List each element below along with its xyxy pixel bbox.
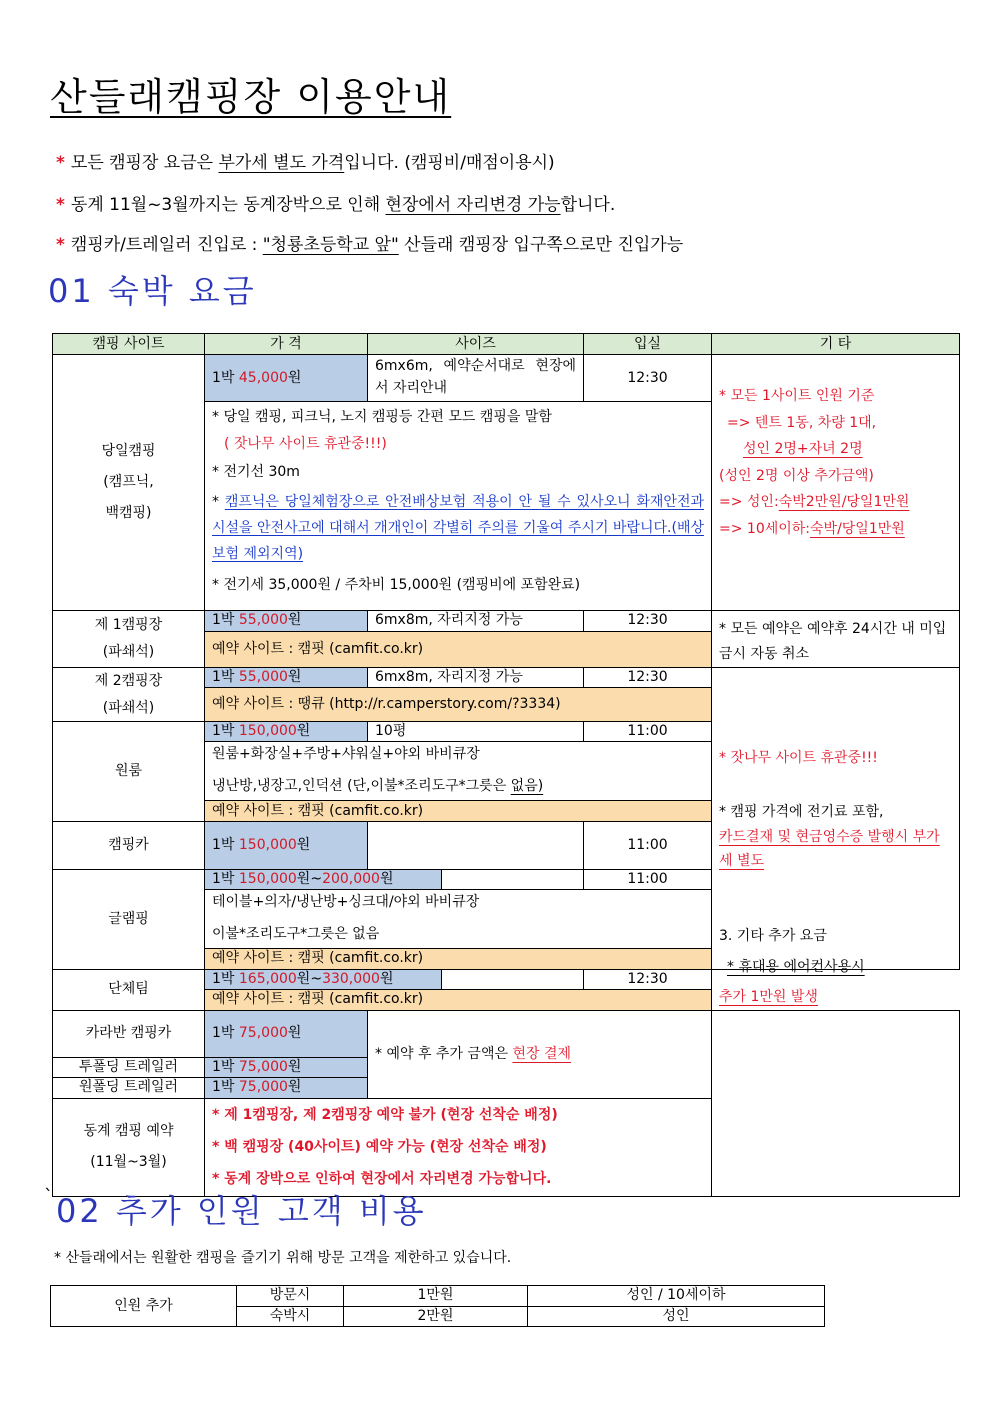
star-mark: * — [56, 195, 65, 215]
section-title-text: 02 추가 인원 고객 비용 — [56, 1192, 427, 1230]
reserve-cell: 예약 사이트 : 캠핏 (camfit.co.kr) — [205, 631, 712, 668]
price-unit: 원 — [287, 1058, 302, 1075]
winter-text: * 동계 장박으로 인하여 현장에서 자리변경 가능합니다. — [212, 1171, 552, 1188]
star-mark: * — [56, 235, 65, 255]
site-glamping: 글램핑 — [53, 870, 205, 970]
reserve-cell: 예약 사이트 : 땡큐 (http://r.camperstory.com/?3334) — [205, 688, 712, 722]
notice-emphasis: 부가세 별도 가격 — [218, 153, 345, 173]
site-camp1 — [53, 611, 205, 668]
table-row — [53, 611, 960, 632]
notice-text: 모든 캠핑장 요금은 — [70, 153, 219, 173]
site-label: 제 2캠핑장 — [94, 672, 163, 689]
site-label: (캠프닉, — [103, 474, 154, 491]
etc-text: => 텐트 1동, 차량 1대, — [727, 414, 877, 431]
etc-text: => 성인: — [719, 494, 779, 511]
size-cell: 10평 — [368, 722, 584, 742]
winter-text: * 백 캠핑장 (40사이트) 예약 가능 (현장 선착순 배정) — [212, 1139, 547, 1156]
desc-text: 원룸+화장실+주방+샤워실+야외 바비큐장 — [212, 746, 480, 763]
checkin-cell: 11:00 — [584, 870, 712, 890]
section-title-extra — [44, 1186, 427, 1232]
price-prefix: 1박 — [212, 1025, 239, 1042]
rates-table — [52, 333, 960, 1197]
header-price: 가 격 — [205, 334, 368, 355]
reserve-cell: 예약 사이트 : 캠핏 (camfit.co.kr) — [205, 989, 712, 1010]
desc-text: 테이블+의자/냉난방+싱크대/야외 바비큐장 — [212, 894, 480, 911]
extra-type: 숙박시 — [237, 1306, 344, 1327]
section-mark: ` — [44, 1186, 56, 1207]
extra-target: 성인 — [528, 1306, 825, 1327]
checkin-cell: 12:30 — [584, 969, 712, 989]
etc-text: * 캠핑 가격에 전기료 포함, — [719, 803, 884, 820]
etc-text: * 잣나무 사이트 휴관중!!! — [719, 750, 878, 767]
desc-text: 이불*조리도구*그릇은 없음 — [212, 926, 380, 943]
price-cell — [205, 1010, 368, 1057]
etc-text: * 모든 1사이트 인원 기준 — [719, 388, 875, 404]
desc-text: * 전기세 35,000원 / 주차비 15,000원 (캠핑비에 포함완료) — [212, 576, 581, 593]
checkin-cell: 12:30 — [584, 668, 712, 688]
site-campcar: 캠핑카 — [53, 822, 205, 870]
notice-emphasis: "청룡초등학교 앞" — [262, 235, 399, 255]
header-etc: 기 타 — [712, 334, 960, 355]
header-checkin: 입실 — [584, 334, 712, 355]
insurance-warning — [212, 490, 704, 568]
price-number: 75,000 — [238, 1058, 288, 1075]
etc-text: => 10세이하: — [719, 520, 811, 537]
extra-label: 인원 추가 — [51, 1286, 237, 1327]
notice-text: 합니다. — [560, 195, 616, 215]
site-dayuse — [53, 355, 205, 611]
checkin-cell: 12:30 — [584, 611, 712, 632]
price-number: 150,000 — [238, 723, 297, 740]
price-cell — [205, 1057, 368, 1077]
site-label: 동계 캠핑 예약 — [83, 1123, 174, 1140]
price-cell — [205, 870, 442, 889]
price-prefix: 1박 — [212, 669, 239, 686]
site-label: 당일캠핑 — [101, 443, 156, 460]
etc-cell-1 — [712, 355, 960, 611]
price-number: 150,000 — [238, 837, 297, 854]
site-one-folding: 원폴딩 트레일러 — [53, 1077, 205, 1098]
extra-guest-table — [50, 1285, 825, 1327]
extra-type: 방문시 — [237, 1286, 344, 1307]
site-label: (11월~3월) — [90, 1154, 167, 1171]
desc-text: ( 잣나무 사이트 휴관중!!!) — [224, 435, 387, 452]
extra-payment-note — [368, 1010, 712, 1098]
price-prefix: 1박 — [212, 1058, 239, 1075]
star-mark: * — [56, 153, 65, 173]
price-prefix: 1박 — [212, 369, 239, 386]
price-unit: 원 — [287, 612, 302, 629]
etc-cell-4 — [712, 927, 960, 1196]
etc-emphasis: 추가 1만원 발생 — [719, 989, 818, 1006]
site-label: (파쇄석) — [102, 699, 155, 716]
price-separator: 원~ — [296, 871, 323, 888]
price-number: 55,000 — [238, 612, 288, 629]
size-cell — [442, 970, 583, 989]
section-title-rates: 01 숙박 요금 — [48, 272, 257, 310]
reserve-cell: 예약 사이트 : 캠핏 (camfit.co.kr) — [205, 948, 712, 969]
note-emphasis: 현장 결제 — [512, 1045, 571, 1062]
price-number: 55,000 — [238, 669, 288, 686]
price-number: 45,000 — [238, 369, 288, 386]
price-cell — [205, 611, 368, 632]
price-prefix: 1박 — [212, 837, 239, 854]
price-prefix: 1박 — [212, 1079, 239, 1096]
price-number: 200,000 — [322, 871, 380, 888]
etc-emphasis: 성인 2명+자녀 2명 — [743, 441, 863, 458]
size-cell: 6mx6m, 예약순서대로 현장에서 자리안내 — [368, 355, 584, 402]
price-unit: 원 — [296, 837, 311, 854]
etc-emphasis: 숙박/당일1만원 — [810, 520, 905, 537]
price-prefix: 1박 — [212, 723, 239, 740]
extra-target: 성인 / 10세이하 — [528, 1286, 825, 1307]
etc-emphasis: 카드결재 및 현금영수증 발행시 부가세 별도 — [719, 828, 940, 870]
price-cell — [205, 722, 368, 742]
price-unit: 원 — [296, 723, 311, 740]
table-row — [51, 1286, 825, 1307]
price-separator: 원~ — [296, 970, 323, 987]
site-group: 단체팀 — [53, 969, 205, 1010]
table-header-row — [53, 334, 960, 355]
extra-price: 2만원 — [344, 1306, 528, 1327]
price-cell — [205, 355, 368, 402]
desc-text: * 전기선 30m — [212, 464, 300, 481]
header-site: 캠핑 사이트 — [53, 334, 205, 355]
notice-winter — [56, 190, 615, 215]
extra-price: 1만원 — [344, 1286, 528, 1307]
notice-entrance — [56, 230, 683, 255]
site-oneroom: 원룸 — [53, 722, 205, 822]
notice-vat — [56, 148, 555, 173]
price-number: 330,000 — [322, 970, 380, 987]
extra-guest-note: * 산들래에서는 원활한 캠핑을 즐기기 위해 방문 고객을 제한하고 있습니다. — [54, 1250, 512, 1266]
etc-text: (성인 2명 이상 추가금액) — [719, 467, 874, 484]
site-two-folding: 투폴딩 트레일러 — [53, 1057, 205, 1077]
price-prefix: 1박 — [212, 871, 239, 888]
site-label: 백캠핑) — [105, 504, 152, 521]
price-cell-wide — [205, 969, 584, 989]
price-unit: 원 — [379, 871, 394, 888]
desc-star: * — [212, 494, 225, 511]
winter-text: * 제 1캠핑장, 제 2캠핑장 예약 불가 (현장 선착순 배정) — [212, 1106, 558, 1123]
checkin-cell: 11:00 — [584, 822, 712, 870]
notice-text: 캠핑카/트레일러 진입로 : — [70, 235, 263, 255]
size-cell — [368, 822, 584, 870]
desc-text: * 당일 캠핑, 피크닉, 노지 캠핑등 간편 모드 캠핑을 말함 — [212, 409, 552, 425]
etc-emphasis: * 휴대용 에어컨사용시 — [727, 958, 865, 975]
price-unit: 원 — [287, 669, 302, 686]
price-prefix: 1박 — [212, 612, 239, 629]
desc-text: 냉난방,냉장고,인덕션 (단,이불*조리도구*그릇은 — [212, 778, 511, 795]
price-cell — [205, 970, 442, 989]
price-cell — [205, 1077, 368, 1098]
notice-text: 입니다. (캠핑비/매점이용시) — [344, 153, 555, 173]
table-row — [53, 1010, 960, 1057]
etc-emphasis: 숙박2만원/당일1만원 — [778, 494, 910, 511]
page-title: 산들래캠핑장 이용안내 — [50, 75, 452, 119]
etc-text: 3. 기타 추가 요금 — [719, 927, 827, 944]
dayuse-desc — [205, 402, 712, 611]
site-label: 제 1캠핑장 — [94, 617, 163, 634]
desc-emphasis: 없음) — [510, 778, 544, 795]
site-label: (파쇄석) — [102, 644, 155, 661]
price-prefix: 1박 — [212, 970, 239, 987]
table-row — [53, 668, 960, 688]
checkin-cell: 11:00 — [584, 722, 712, 742]
notice-emphasis: 현장에서 자리변경 가능 — [385, 195, 561, 215]
insurance-text: 캠프닉은 당일체험장으로 안전배상보험 적용이 안 될 수 있사오니 화재안전과 시설을 안전사고에 대해서 개개인이 각별히 주의를 기울여 주시기 바랍니다.(배상보험 제외지역) — [212, 494, 704, 562]
etc-cell-2: * 모든 예약은 예약후 24시간 내 미입금시 자동 취소 — [712, 611, 960, 668]
header-size: 사이즈 — [368, 334, 584, 355]
notice-text: 산들래 캠핑장 입구쪽으로만 진입가능 — [398, 235, 684, 255]
notice-text: 동계 11월~3월까지는 동계장박으로 인해 — [70, 195, 386, 215]
price-number: 75,000 — [238, 1079, 288, 1096]
site-winter — [53, 1098, 205, 1196]
price-unit: 원 — [379, 970, 394, 987]
price-cell — [205, 822, 368, 870]
price-number: 165,000 — [238, 970, 297, 987]
price-number: 75,000 — [238, 1025, 288, 1042]
price-unit: 원 — [287, 369, 302, 386]
price-cell — [205, 668, 368, 688]
size-cell: 6mx8m, 자리지정 가능 — [368, 668, 584, 688]
price-unit: 원 — [287, 1079, 302, 1096]
size-cell — [442, 870, 583, 889]
table-row — [53, 355, 960, 402]
glamping-desc — [205, 890, 712, 949]
checkin-cell: 12:30 — [584, 355, 712, 402]
reserve-cell: 예약 사이트 : 캠핏 (camfit.co.kr) — [205, 801, 712, 822]
site-caravan: 카라반 캠핑카 — [53, 1010, 205, 1057]
winter-desc — [205, 1098, 712, 1196]
oneroom-desc — [205, 742, 712, 801]
price-number: 150,000 — [238, 871, 297, 888]
price-unit: 원 — [287, 1025, 302, 1042]
size-cell: 6mx8m, 자리지정 가능 — [368, 611, 584, 632]
site-camp2 — [53, 668, 205, 722]
price-cell-wide — [205, 870, 584, 890]
note-text: * 예약 후 추가 금액은 — [375, 1045, 513, 1062]
